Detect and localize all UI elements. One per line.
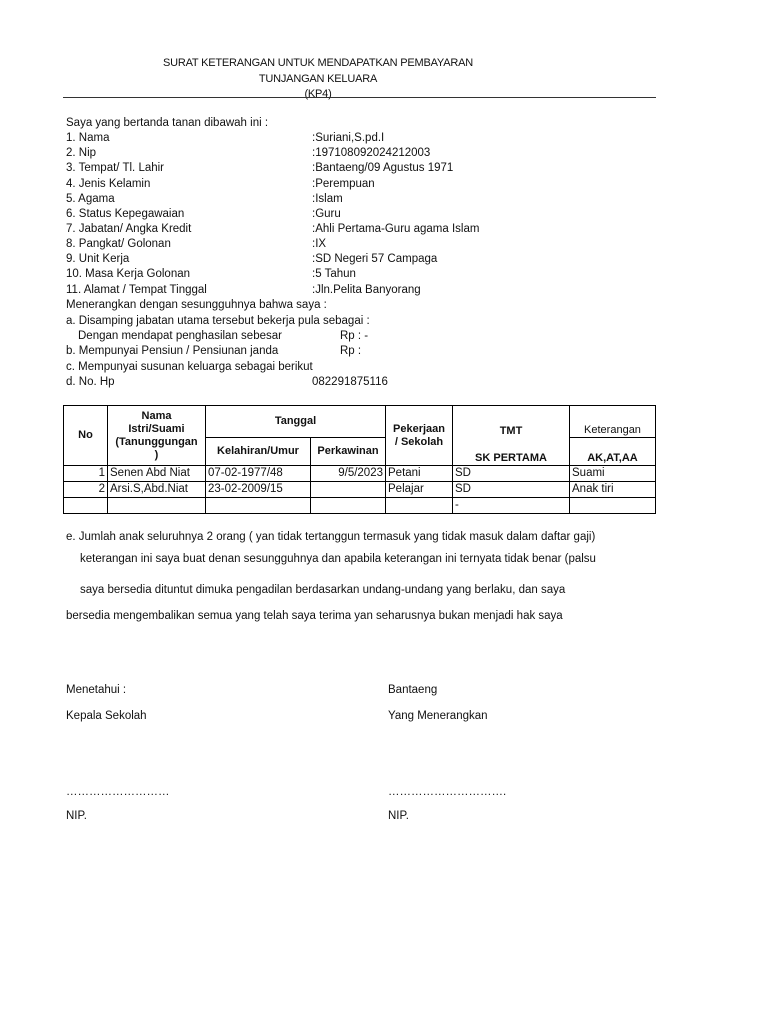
- field-label-masa-kerja: 10. Masa Kerja Golonan: [66, 268, 191, 280]
- statement-b: b. Mempunyai Pensiun / Pensiunan janda: [66, 345, 279, 357]
- intro-text: Saya yang bertanda tanan dibawah ini :: [66, 117, 269, 129]
- signature-left-label1: Menetahui :: [66, 684, 127, 696]
- closing-line3: saya bersedia dituntut dimuka pengadilan berdasarkan undang-undang yang berlaku, dan saya: [80, 584, 566, 596]
- closing-line2: keterangan ini saya buat denan sesungguhnya dan apabila keterangan ini ternyata tidak benar (palsu: [80, 553, 596, 565]
- cell-pekerjaan: Pelajar: [386, 482, 453, 498]
- statement-d: d. No. Hp: [66, 376, 115, 388]
- cell-pekerjaan: [386, 498, 453, 514]
- cell-nama: Arsi.S,Abd.Niat: [108, 482, 206, 498]
- signature-right-dots: ………………………….: [388, 786, 507, 798]
- cell-perkawinan: 9/5/2023: [311, 466, 386, 482]
- statement-a: a. Disamping jabatan utama tersebut bekerja pula sebagai :: [66, 315, 370, 327]
- field-value-pangkat: :IX: [312, 238, 327, 250]
- field-label-agama: 5. Agama: [66, 193, 115, 205]
- header-nama-line1: Nama: [141, 409, 172, 422]
- field-value-nip: :197108092024212003: [312, 147, 431, 159]
- statement-b-rp: Rp :: [340, 345, 362, 357]
- table-row: [64, 482, 656, 498]
- table-row: [64, 466, 656, 482]
- header-nama: [108, 406, 206, 466]
- signature-right-label2: Yang Menerangkan: [388, 710, 488, 722]
- cell-keterangan: Anak tiri: [570, 482, 656, 498]
- cell-no: [64, 498, 108, 514]
- cell-nama: [108, 498, 206, 514]
- signature-left-dots: ………………………: [66, 786, 170, 798]
- header-sk-pertama: SK PERTAMA: [453, 438, 570, 466]
- field-value-nama: :Suriani,S.pd.I: [312, 132, 385, 144]
- closing-e: e. Jumlah anak seluruhnya 2 orang ( yan tidak tertanggun termasuk yang tidak masuk dalam daftar gaji): [66, 531, 596, 543]
- cell-keterangan: Suami: [570, 466, 656, 482]
- signature-left-nip: NIP.: [66, 810, 87, 822]
- signature-right-nip: NIP.: [388, 810, 409, 822]
- cell-nama: Senen Abd Niat: [108, 466, 206, 482]
- field-label-unit-kerja: 9. Unit Kerja: [66, 253, 130, 265]
- signature-right-label1: Bantaeng: [388, 684, 438, 696]
- field-label-pangkat: 8. Pangkat/ Golonan: [66, 238, 171, 250]
- header-rule: [63, 97, 656, 98]
- cell-tmt: SD: [453, 466, 570, 482]
- cell-no: 2: [64, 482, 108, 498]
- header-ak-at-aa: AK,AT,AA: [570, 438, 656, 466]
- field-value-alamat: :Jln.Pelita Banyorang: [312, 284, 421, 296]
- table-row: [64, 498, 656, 514]
- field-value-unit-kerja: :SD Negeri 57 Campaga: [312, 253, 438, 265]
- field-label-nip: 2. Nip: [66, 147, 97, 159]
- document-title-line2: TUNJANGAN KELUARA: [258, 73, 378, 85]
- field-label-tempat-lahir: 3. Tempat/ Tl. Lahir: [66, 162, 165, 174]
- field-label-status: 6. Status Kepegawaian: [66, 208, 185, 220]
- header-no: No: [64, 406, 108, 466]
- header-nama-line2: Istri/Suami: [128, 422, 185, 435]
- field-value-agama: :Islam: [312, 193, 343, 205]
- cell-kelahiran: [206, 498, 311, 514]
- header-nama-line3: (Tanunggungan: [115, 435, 198, 448]
- field-label-jabatan: 7. Jabatan/ Angka Kredit: [66, 223, 192, 235]
- header-pekerjaan: [386, 406, 453, 466]
- field-value-tempat-lahir: :Bantaeng/09 Agustus 1971: [312, 162, 454, 174]
- cell-perkawinan: [311, 498, 386, 514]
- cell-tmt: -: [453, 498, 570, 514]
- cell-pekerjaan: Petani: [386, 466, 453, 482]
- field-value-masa-kerja: :5 Tahun: [312, 268, 356, 280]
- statement-c: c. Mempunyai susunan keluarga sebagai berikut: [66, 361, 313, 373]
- field-label-alamat: 11. Alamat / Tempat Tinggal: [66, 284, 207, 296]
- cell-kelahiran: 07-02-1977/48: [206, 466, 311, 482]
- family-table: [63, 405, 656, 514]
- field-value-jenis-kelamin: :Perempuan: [312, 178, 375, 190]
- cell-perkawinan: [311, 482, 386, 498]
- signature-left-label2: Kepala Sekolah: [66, 710, 147, 722]
- cell-kelahiran: 23-02-2009/15: [206, 482, 311, 498]
- header-tmt: TMT: [453, 406, 570, 438]
- header-kelahiran: Kelahiran/Umur: [206, 438, 311, 466]
- document-title-line3: (KP4): [304, 88, 332, 100]
- field-label-nama: 1. Nama: [66, 132, 110, 144]
- header-keterangan: Keterangan: [570, 406, 656, 438]
- statement-d-value: 082291875116: [312, 376, 388, 388]
- field-value-jabatan: :Ahli Pertama-Guru agama Islam: [312, 223, 480, 235]
- header-perkawinan: Perkawinan: [311, 438, 386, 466]
- statement-a-rp: Rp : -: [340, 330, 369, 342]
- statement-intro: Menerangkan dengan sesungguhnya bahwa saya :: [66, 299, 327, 311]
- cell-keterangan: [570, 498, 656, 514]
- field-value-status: :Guru: [312, 208, 341, 220]
- cell-tmt: SD: [453, 482, 570, 498]
- statement-a-sub: Dengan mendapat penghasilan sebesar: [78, 330, 282, 342]
- header-tanggal: Tanggal: [206, 406, 386, 438]
- field-label-jenis-kelamin: 4. Jenis Kelamin: [66, 178, 151, 190]
- table-header-row: [64, 406, 656, 438]
- header-pekerjaan-line2: / Sekolah: [394, 435, 444, 448]
- document-title-line1: SURAT KETERANGAN UNTUK MENDAPATKAN PEMBAYARAN: [162, 57, 474, 69]
- cell-no: 1: [64, 466, 108, 482]
- closing-line4: bersedia mengembalikan semua yang telah saya terima yan seharusnya bukan menjadi hak saya: [66, 610, 563, 622]
- header-pekerjaan-line1: Pekerjaan: [393, 422, 445, 435]
- header-nama-line4: ): [154, 448, 159, 461]
